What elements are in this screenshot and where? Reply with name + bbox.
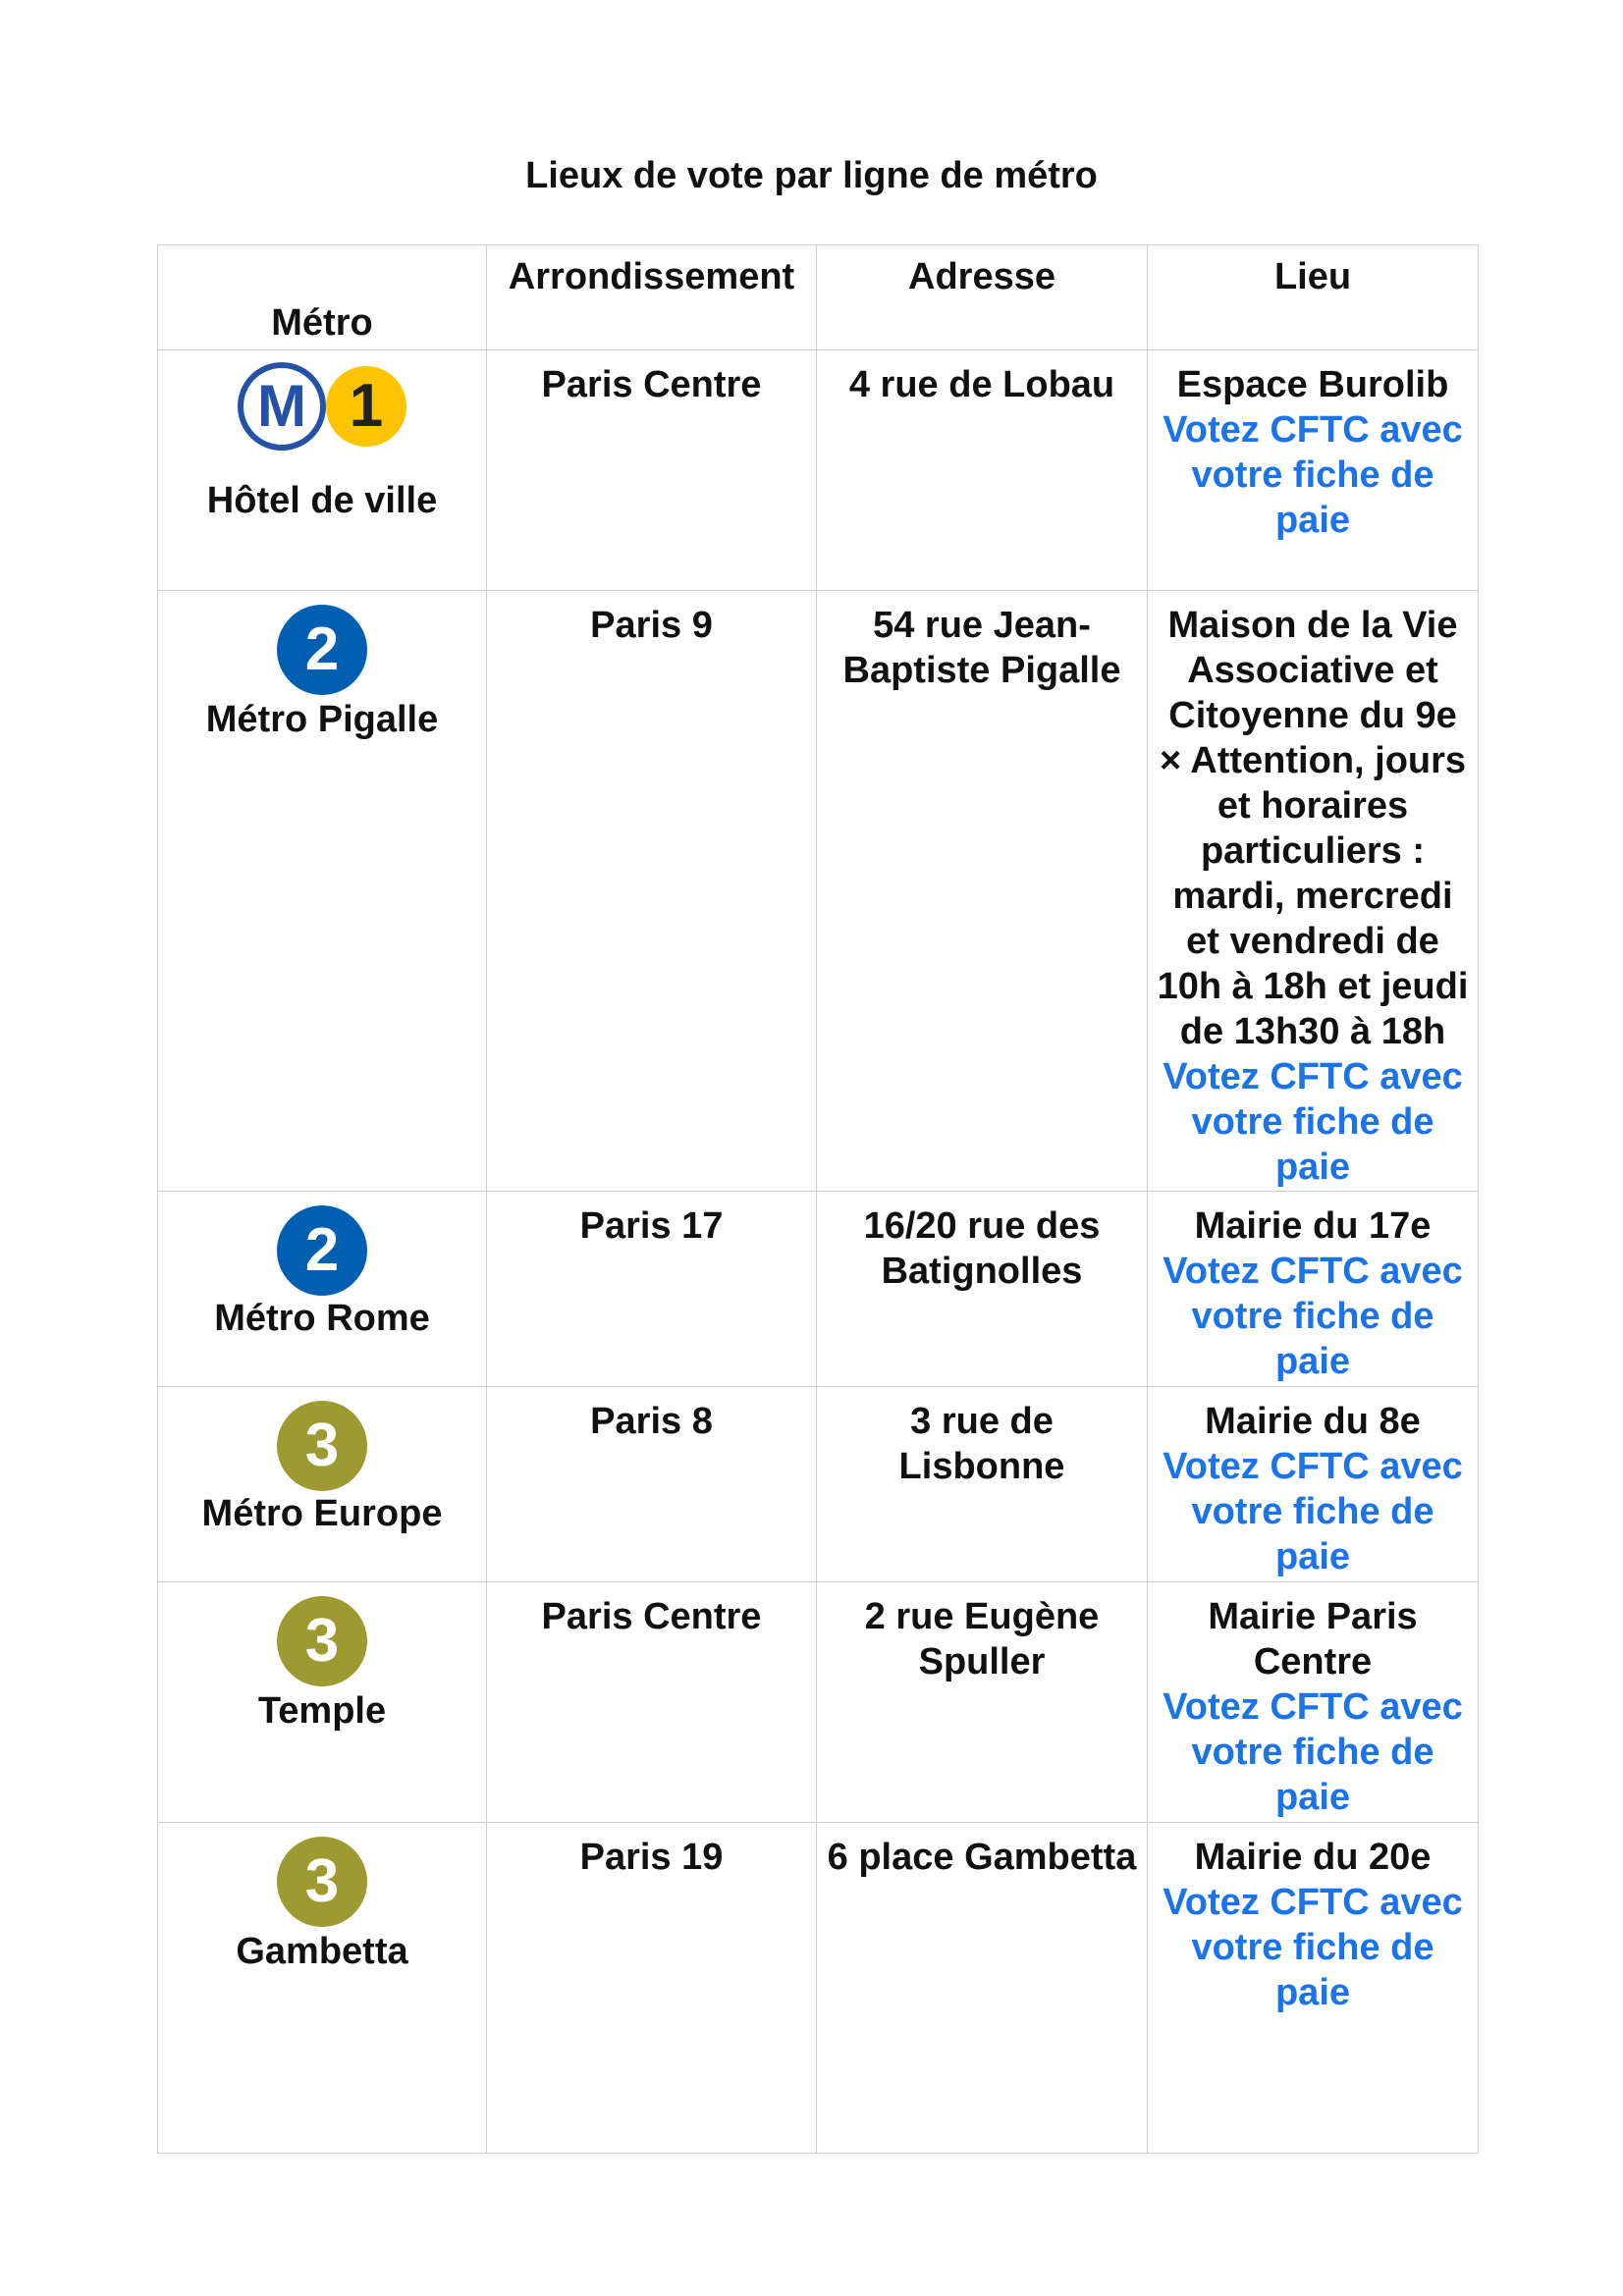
lieu-name: Mairie du 20e [1194, 1837, 1432, 1878]
metro-cell [158, 1582, 487, 1823]
line-badges [158, 1401, 486, 1491]
station-name: Métro Pigalle [205, 699, 439, 740]
station-name: Hôtel de ville [206, 480, 438, 521]
table-row [158, 1192, 1479, 1387]
arrondissement-cell: Paris 9 [487, 591, 817, 1192]
vote-note: Votez CFTC avec votre fiche de paie [1163, 409, 1463, 541]
vote-note: Votez CFTC avec votre fiche de paie [1163, 1882, 1463, 2013]
line-3-icon: 3 [277, 1401, 367, 1491]
vote-note: Votez CFTC avec votre fiche de paie [1163, 1251, 1463, 1382]
table-row [158, 1823, 1479, 2154]
metro-cell [158, 1192, 487, 1387]
line-badges [158, 1205, 486, 1296]
column-header-adresse: Adresse [817, 245, 1148, 350]
table-row [158, 350, 1479, 591]
vote-note: Votez CFTC avec votre fiche de paie [1163, 1446, 1463, 1577]
arrondissement-cell: Paris 17 [487, 1192, 817, 1387]
line-badges [158, 362, 486, 451]
lieu-name: Mairie du 8e [1205, 1401, 1421, 1442]
line-2-icon: 2 [277, 1205, 367, 1296]
lieu-cell [1148, 350, 1479, 591]
line-badges [158, 605, 486, 695]
voting-places-table [157, 244, 1479, 2154]
metro-cell [158, 350, 487, 591]
metro-logo-icon: M [238, 362, 326, 451]
metro-cell [158, 591, 487, 1192]
lieu-name: Espace Burolib [1176, 364, 1449, 405]
lieu-cell [1148, 1582, 1479, 1823]
line-badges [158, 1837, 486, 1927]
table-header-row [158, 245, 1479, 350]
column-header-arrondissement: Arrondissement [487, 245, 817, 350]
metro-cell [158, 1387, 487, 1582]
adresse-cell: 2 rue Eugène Spuller [817, 1582, 1148, 1823]
station-name: Métro Rome [214, 1298, 430, 1339]
arrondissement-cell: Paris Centre [487, 1582, 817, 1823]
adresse-cell: 4 rue de Lobau [817, 350, 1148, 591]
table-row [158, 1387, 1479, 1582]
metro-cell [158, 1823, 487, 2154]
station-name: Temple [257, 1690, 387, 1732]
column-header-lieu: Lieu [1148, 245, 1479, 350]
adresse-cell: 3 rue de Lisbonne [817, 1387, 1148, 1582]
line-badges [158, 1596, 486, 1686]
station-name: Gambetta [236, 1931, 408, 1972]
arrondissement-cell: Paris 8 [487, 1387, 817, 1582]
lieu-cell [1148, 1192, 1479, 1387]
adresse-cell: 6 place Gambetta [817, 1823, 1148, 2154]
table-row [158, 591, 1479, 1192]
table-row [158, 1582, 1479, 1823]
line-1-icon: 1 [326, 366, 406, 447]
vote-note: Votez CFTC avec votre fiche de paie [1163, 1056, 1463, 1188]
station-name: Métro Europe [201, 1493, 443, 1534]
adresse-cell: 16/20 rue des Batignolles [817, 1192, 1148, 1387]
adresse-cell: 54 rue Jean-Baptiste Pigalle [817, 591, 1148, 1192]
arrondissement-cell: Paris 19 [487, 1823, 817, 2154]
line-3-icon: 3 [277, 1596, 367, 1686]
vote-note: Votez CFTC avec votre fiche de paie [1163, 1686, 1463, 1818]
lieu-name: Maison de la Vie Associative et Citoyenne du 9e × Attention, jours et horaires particuliers : mardi, mercredi et vendredi de 10h à 18h et jeudi de 13h30 à 18h [1157, 605, 1469, 1052]
column-header-metro: Métro [158, 245, 487, 350]
page-title: Lieux de vote par ligne de métro [525, 155, 1098, 196]
arrondissement-cell: Paris Centre [487, 350, 817, 591]
lieu-cell [1148, 591, 1479, 1192]
lieu-cell [1148, 1387, 1479, 1582]
lieu-cell [1148, 1823, 1479, 2154]
line-2-icon: 2 [277, 605, 367, 695]
lieu-name: Mairie Paris Centre [1208, 1596, 1418, 1682]
lieu-name: Mairie du 17e [1194, 1205, 1432, 1247]
line-3-icon: 3 [277, 1837, 367, 1927]
